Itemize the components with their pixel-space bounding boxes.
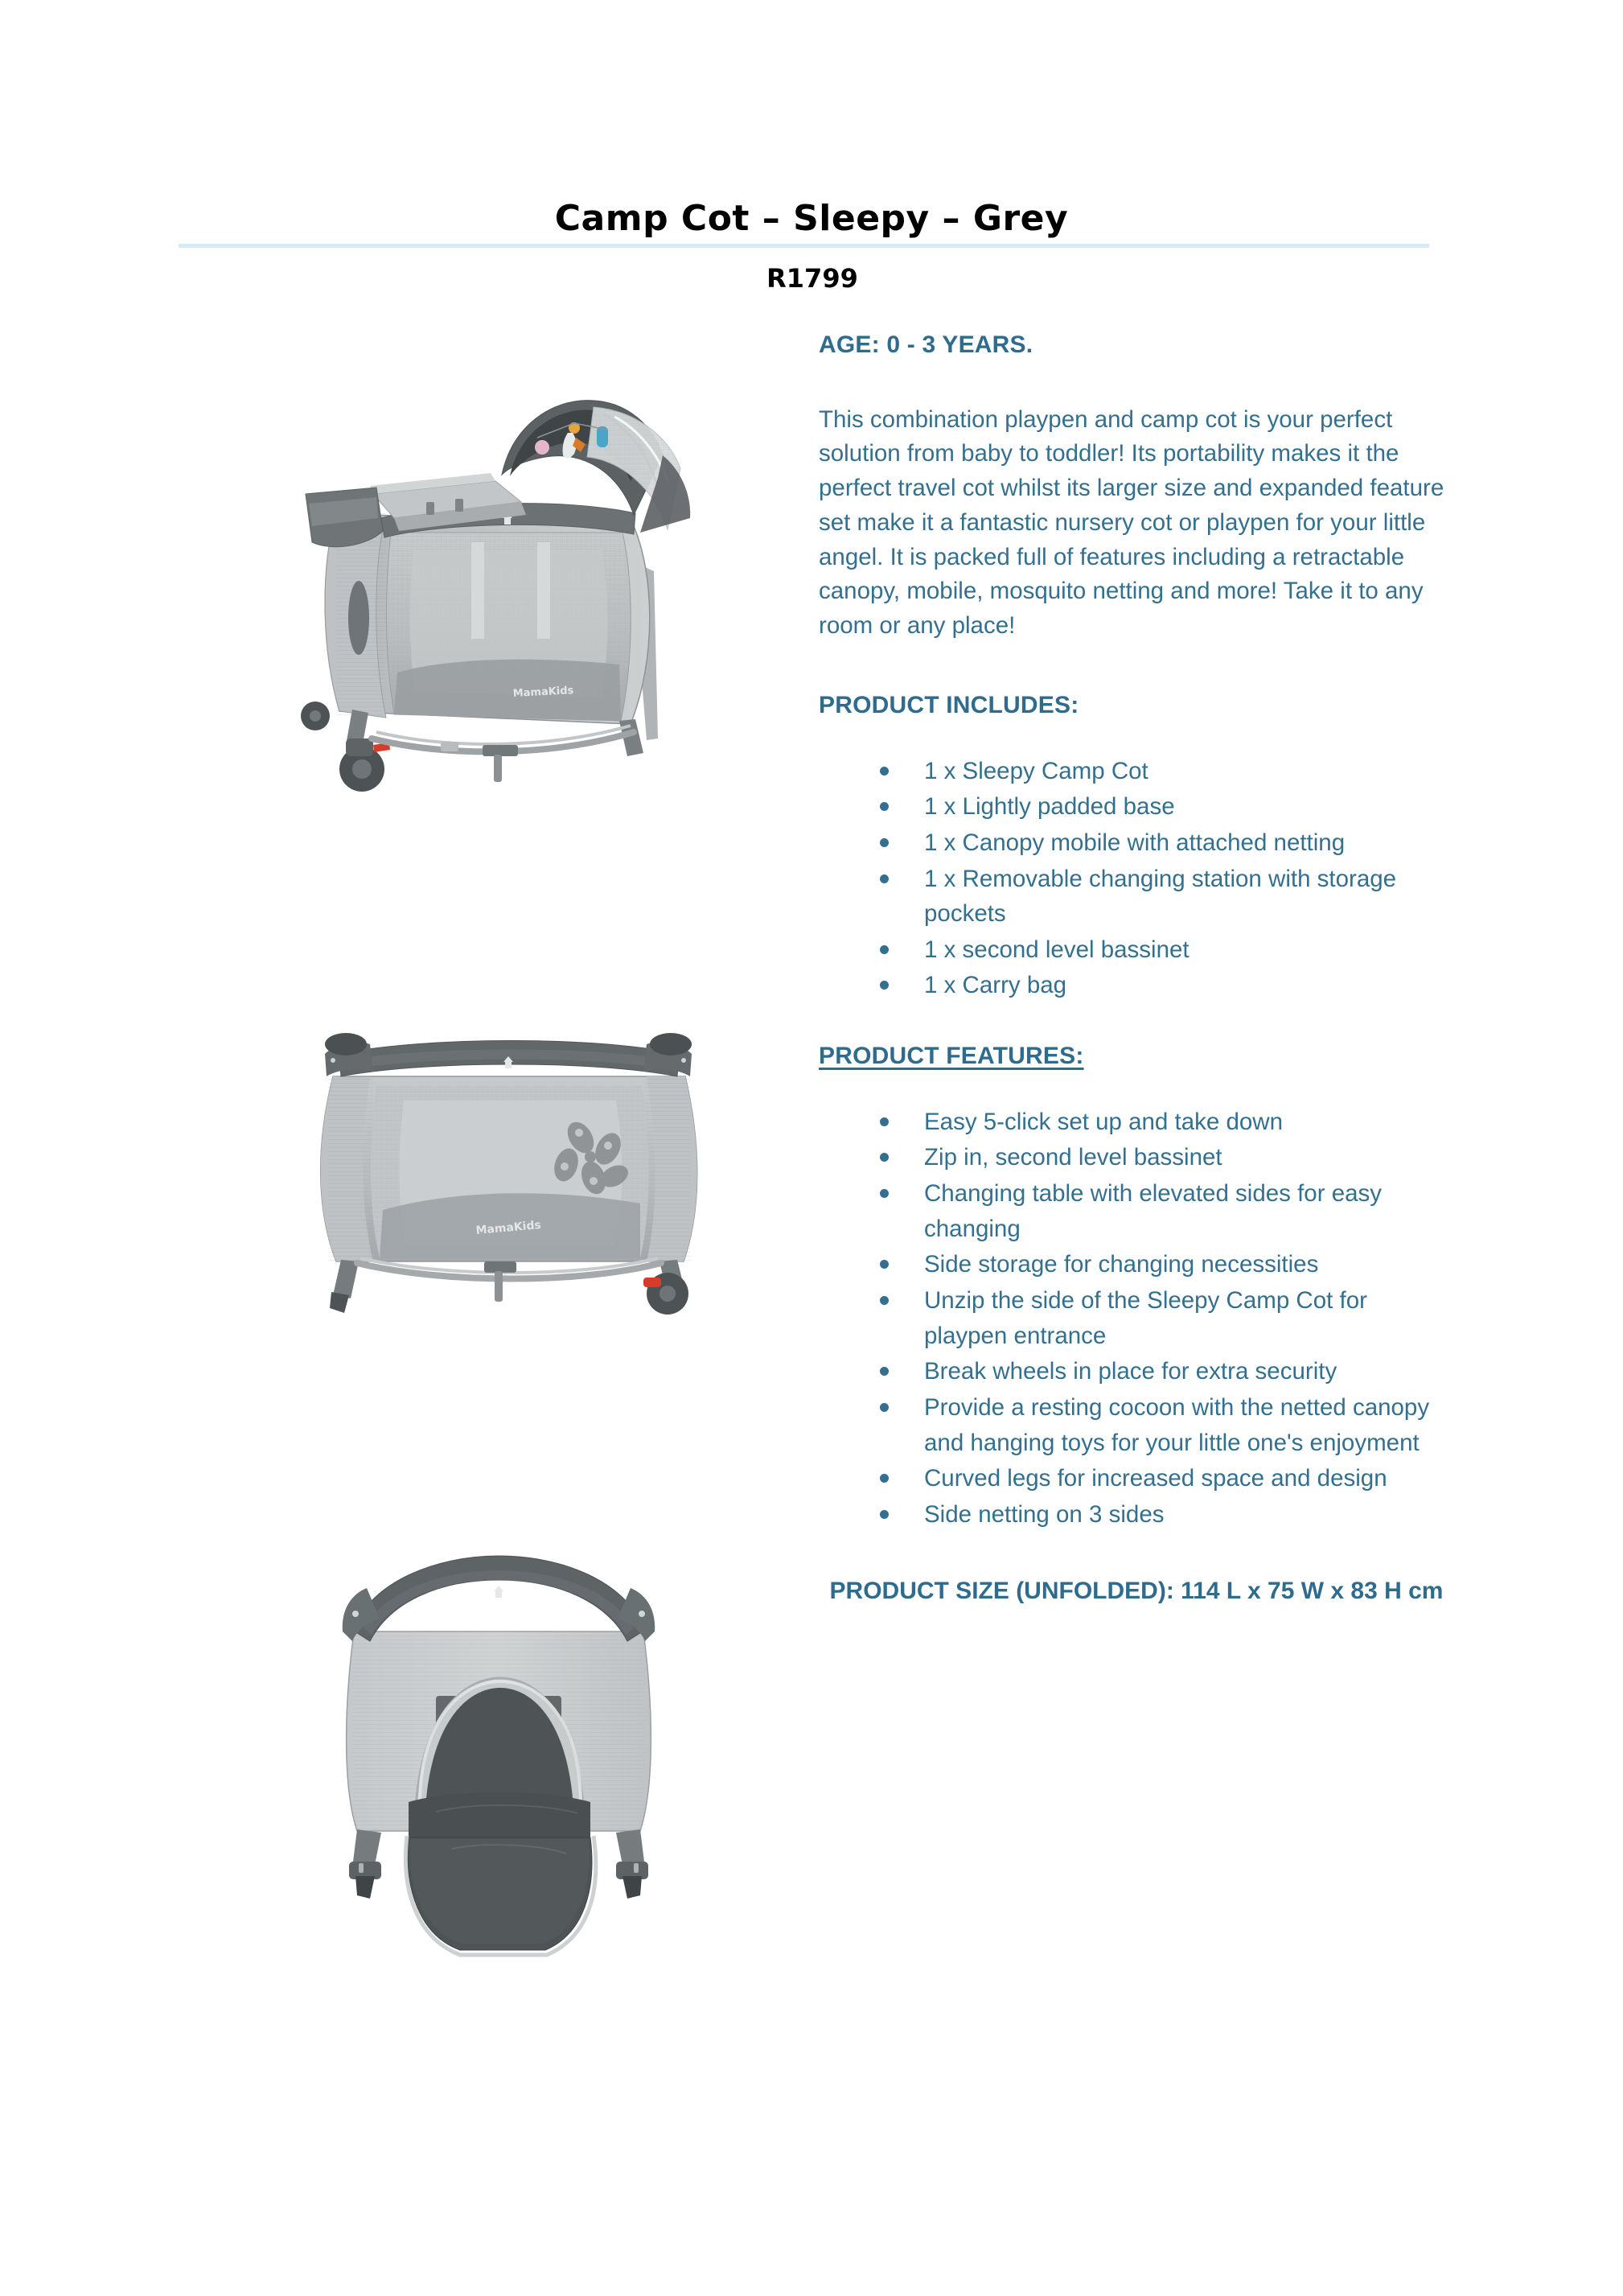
list-item-label: Zip in, second level bassinet [924, 1144, 1222, 1171]
list-item-label: Side netting on 3 sides [924, 1500, 1165, 1528]
list-item [819, 1390, 1454, 1460]
list-item-label: Side storage for changing necessities [924, 1251, 1319, 1278]
list-item [819, 1283, 1454, 1353]
list-item-label: 1 x Carry bag [924, 972, 1067, 999]
bullet-icon [880, 802, 889, 811]
product-features-heading: PRODUCT FEATURES: [819, 1043, 1084, 1070]
list-item [819, 1105, 1454, 1140]
product-features-list [819, 1105, 1454, 1533]
product-image-front-view [283, 1027, 733, 1364]
list-item-label: 1 x Lightly padded base [924, 793, 1175, 821]
list-item-label: Curved legs for increased space and design [924, 1465, 1387, 1492]
bullet-icon [880, 1153, 889, 1162]
list-item-label: 1 x Sleepy Camp Cot [924, 757, 1148, 784]
bullet-icon [880, 1260, 889, 1269]
list-item [819, 1176, 1454, 1246]
list-item [819, 1497, 1454, 1533]
list-item [819, 754, 1454, 789]
bullet-icon [880, 981, 889, 990]
bullet-icon [880, 1510, 889, 1519]
age-heading: AGE: 0 - 3 YEARS. [819, 331, 1033, 358]
list-item [819, 789, 1454, 825]
bullet-icon [880, 1474, 889, 1483]
product-description: This combination playpen and camp cot is your perfect solution from baby to toddler! Its portability makes it the perfect travel cot whilst its larger size and expanded feature set make it a fantastic nursery cot or playpen for your little angel. It is packed full of features including a retractable canopy, mobile, mosquito netting and more! Take it to any room or any place! [819, 405, 1444, 640]
product-includes-heading: PRODUCT INCLUDES: [819, 691, 1079, 718]
product-sku: R1799 [766, 263, 858, 294]
bullet-icon [880, 767, 889, 776]
list-item-label: Provide a resting cocoon with the netted canopy and hanging toys for your little one's enjoyment [924, 1393, 1430, 1456]
svg-text:MamaKids: MamaKids [512, 685, 574, 700]
list-item-label: 1 x Canopy mobile with attached netting [924, 829, 1346, 856]
bullet-icon [880, 1367, 889, 1376]
svg-text:MamaKids: MamaKids [475, 1218, 542, 1237]
product-includes-list [819, 754, 1454, 1004]
bullet-icon [880, 1403, 889, 1412]
spacer-after-description [819, 644, 1454, 689]
product-image-angled-view [256, 360, 745, 843]
list-item-label: Easy 5-click set up and take down [924, 1108, 1284, 1135]
bullet-icon [880, 945, 889, 954]
bullet-icon [880, 1117, 889, 1126]
product-details-column [819, 328, 1454, 1608]
list-item-label: 1 x second level bassinet [924, 936, 1190, 963]
page-title: Camp Cot – Sleepy – Grey [554, 198, 1069, 239]
list-item [819, 1140, 1454, 1175]
list-item [819, 932, 1454, 968]
product-image-end-view [307, 1535, 690, 1969]
list-item [819, 825, 1454, 861]
list-item [819, 1354, 1454, 1389]
bullet-icon [880, 1189, 889, 1198]
bullet-icon [880, 874, 889, 883]
bullet-icon [880, 1296, 889, 1305]
list-item-label: Unzip the side of the Sleepy Camp Cot for playpen entrance [924, 1287, 1367, 1349]
list-item [819, 1247, 1454, 1282]
spacer-after-includes [819, 1004, 1454, 1039]
list-item-label: Break wheels in place for extra security [924, 1358, 1337, 1385]
list-item [819, 862, 1454, 932]
list-item [819, 1461, 1454, 1496]
title-divider [179, 244, 1429, 248]
list-item-label: 1 x Removable changing station with storage pockets [924, 865, 1397, 928]
bullet-icon [880, 838, 889, 847]
list-item-label: Changing table with elevated sides for easy changing [924, 1180, 1383, 1242]
product-size-line: PRODUCT SIZE (UNFOLDED): 114 L x 75 W x 83 H cm [829, 1577, 1444, 1604]
list-item [819, 968, 1454, 1003]
